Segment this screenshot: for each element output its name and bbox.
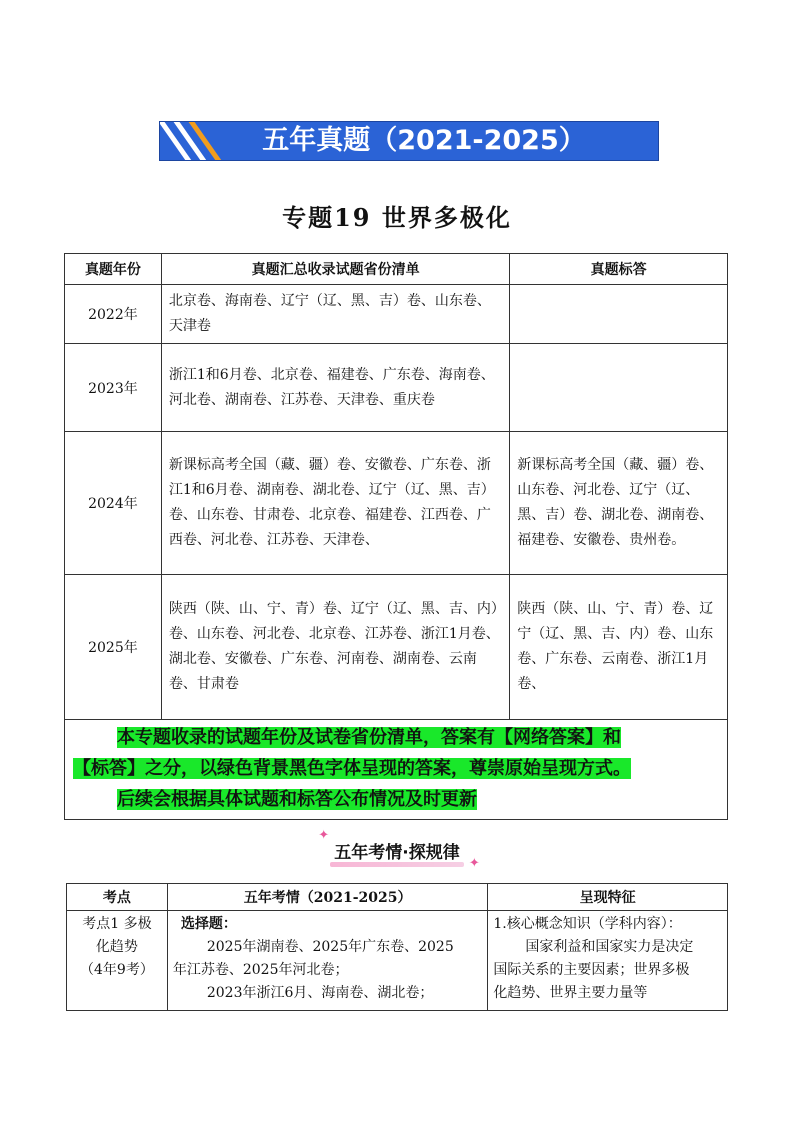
exam-cell [167,911,488,1011]
table-header-row [65,254,728,285]
year-cell: 2023年 [65,344,162,432]
province-list-cell: 北京卷、海南卷、辽宁（辽、黑、吉）卷、山东卷、天津卷 [161,285,509,344]
table-row [67,911,728,1011]
header-exam: 五年考情（2021-2025） [167,884,488,911]
header-list: 真题汇总收录试题省份清单 [161,254,509,285]
province-list-cell: 浙江1和6月卷、北京卷、福建卷、广东卷、海南卷、河北卷、湖南卷、江苏卷、天津卷、重庆卷 [161,344,509,432]
feature-line: 化趋势、世界主要力量等 [493,985,648,1001]
table-row [65,344,728,432]
exam-line: 2023年浙江6月、海南卷、湖北卷； [206,985,434,1001]
answer-cell: 陕西（陕、山、宁、青）卷、辽宁（辽、黑、吉、内）卷、山东卷、广东卷、云南卷、浙江1月卷、 [510,575,728,720]
banner-title: 五年真题（2021-2025） [262,125,586,156]
sparkle-icon: ✦ [318,828,330,843]
table-row [65,285,728,344]
answer-cell [510,285,728,344]
feature-cell [488,911,728,1011]
exam-line: 年江苏卷、2025年河北卷； [172,962,349,978]
notice-line: 后续会根据具体试题和标答公布情况及时更新 [117,789,477,810]
feature-line: 国家利益和国家实力是决定 [525,939,694,955]
answer-cell: 新课标高考全国（藏、疆）卷、山东卷、河北卷、辽宁（辽、黑、吉）卷、湖北卷、湖南卷、福建卷、安徽卷、贵州卷。 [510,432,728,575]
exam-trend-table [66,883,728,1011]
section-label-text: 五年考情·探规律 [334,843,460,863]
feature-line: 国际关系的主要因素；世界多极 [493,962,690,978]
notice-cell [65,720,728,820]
exam-line: 2025年湖南卷、2025年广东卷、2025 [206,939,454,955]
exam-line: 选择题： [180,916,237,932]
notice-line: 【标答】之分，以绿色背景黑色字体呈现的答案，尊崇原始呈现方式。 [73,758,631,779]
table-row [65,432,728,575]
sparkle-icon: ✦ [468,856,480,871]
header-feature: 呈现特征 [488,884,728,911]
title-banner [159,121,659,161]
header-topic: 考点 [67,884,168,911]
section-label [0,828,794,871]
province-list-cell: 陕西（陕、山、宁、青）卷、辽宁（辽、黑、吉、内）卷、山东卷、河北卷、北京卷、江苏卷、浙江1月卷、湖北卷、安徽卷、广东卷、河南卷、湖南卷、云南卷、甘肃卷 [161,575,509,720]
topic-line: （4年9考） [80,962,154,978]
topic-line: 考点1 多极 [82,916,152,932]
subject-title: 专题19 世界多极化 [282,203,512,232]
topic-line: 化趋势 [95,939,138,955]
year-cell: 2025年 [65,575,162,720]
topic-cell [67,911,168,1011]
province-list-cell: 新课标高考全国（藏、疆）卷、安徽卷、广东卷、浙江1和6月卷、湖南卷、湖北卷、辽宁（辽、黑、吉）卷、山东卷、甘肃卷、北京卷、福建卷、江西卷、广西卷、河北卷、江苏卷、天津卷、 [161,432,509,575]
header-answer: 真题标答 [510,254,728,285]
year-cell: 2022年 [65,285,162,344]
year-cell: 2024年 [65,432,162,575]
answer-cell [510,344,728,432]
table-header-row [67,884,728,911]
table-row [65,575,728,720]
header-year: 真题年份 [65,254,162,285]
province-list-table [64,253,728,820]
notice-line: 本专题收录的试题年份及试卷省份清单，答案有【网络答案】和 [117,727,621,748]
feature-line: 1.核心概念知识（学科内容）： [493,916,682,932]
notice-row [65,720,728,820]
